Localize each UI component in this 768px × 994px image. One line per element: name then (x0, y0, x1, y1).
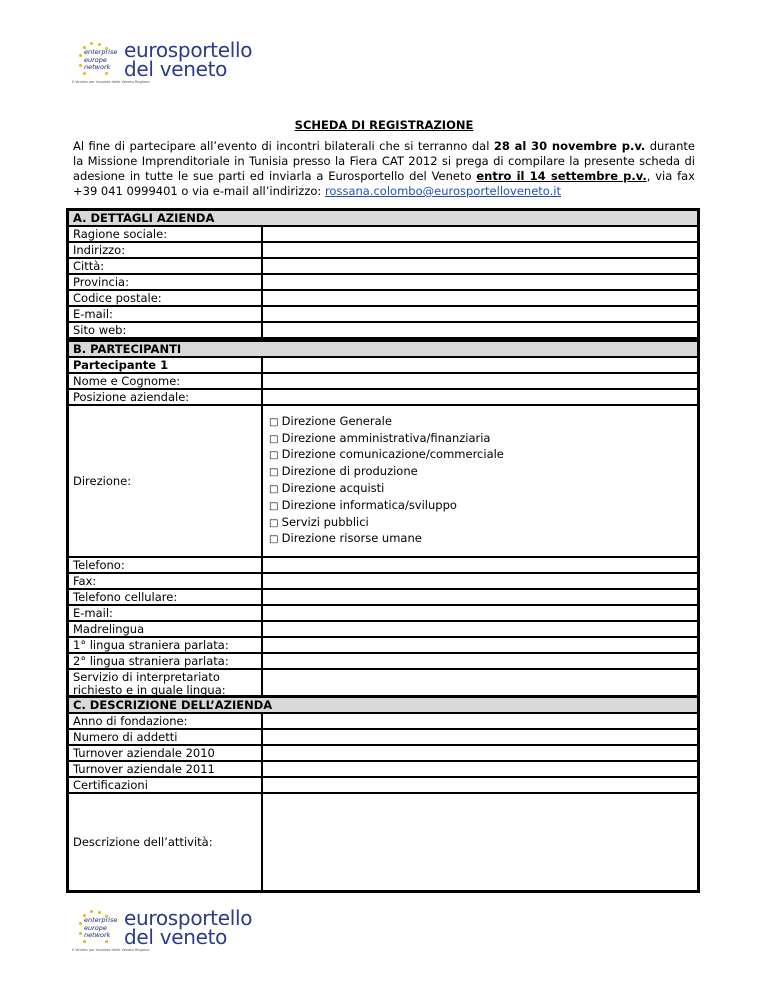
input-cell[interactable] (262, 373, 698, 389)
field-label: Numero di addetti (68, 729, 262, 745)
page-title: SCHEDA DI REGISTRAZIONE (294, 118, 474, 132)
input-cell[interactable] (262, 322, 698, 338)
input-cell[interactable] (262, 621, 698, 637)
brand-name: eurosportello (124, 906, 253, 930)
input-cell[interactable] (262, 637, 698, 653)
input-cell[interactable] (262, 729, 698, 745)
field-label: Posizione aziendale: (68, 389, 262, 405)
event-dates: 28 al 30 novembre p.v. (493, 139, 646, 153)
logo-tagline: Il Veneto per imprese delle Veneto Regione (72, 948, 150, 952)
input-cell[interactable] (262, 242, 698, 258)
field-label: Direzione: (68, 405, 262, 557)
logo-mark-line: network (84, 931, 111, 939)
field-label: Indirizzo: (68, 242, 262, 258)
field-label: Fax: (68, 573, 262, 589)
checkbox-option[interactable]: □ Servizi pubblici (269, 515, 693, 532)
participant-label: Partecipante 1 (68, 357, 262, 373)
input-cell[interactable] (262, 306, 698, 322)
field-label: Telefono cellulare: (68, 589, 262, 605)
input-cell[interactable] (262, 226, 698, 242)
input-cell[interactable] (262, 357, 698, 373)
brand-name: del veneto (124, 57, 228, 81)
input-cell[interactable] (262, 589, 698, 605)
field-label: Provincia: (68, 274, 262, 290)
input-cell[interactable] (262, 745, 698, 761)
checkbox-option[interactable]: □ Direzione acquisti (269, 481, 693, 498)
logo-tagline: Il Veneto per imprese delle Veneto Regione (72, 80, 150, 84)
input-cell[interactable] (262, 573, 698, 589)
field-label: Turnover aziendale 2010 (68, 745, 262, 761)
enterprise-europe-network-logo (70, 42, 122, 82)
intro-text: durante la Missione Imprenditoriale in Tunisia presso la Fiera CAT 2012 si prega di compilare la presente scheda di adesione in tutte le sue parti ed inviarla a Eurosportello del Veneto (73, 139, 695, 183)
field-label: Codice postale: (68, 290, 262, 306)
field-label: Turnover aziendale 2011 (68, 761, 262, 777)
field-label: Telefono: (68, 557, 262, 573)
field-label: Città: (68, 258, 262, 274)
brand-name: eurosportello (124, 38, 253, 62)
section-a-table (66, 208, 700, 340)
field-label: Servizio di interpretariato (73, 670, 220, 684)
field-label: Madrelingua (68, 621, 262, 637)
input-cell[interactable] (262, 274, 698, 290)
checkbox-option[interactable]: □ Direzione informatica/sviluppo (269, 498, 693, 515)
input-cell[interactable] (262, 761, 698, 777)
deadline: entro il 14 settembre p.v. (476, 169, 647, 183)
intro-paragraph (73, 139, 695, 199)
enterprise-europe-network-logo (70, 910, 122, 950)
input-cell[interactable] (262, 653, 698, 669)
field-label: 1° lingua straniera parlata: (68, 637, 262, 653)
input-cell[interactable] (262, 777, 698, 793)
input-cell[interactable] (262, 258, 698, 274)
field-label: Descrizione dell’attività: (68, 793, 262, 891)
section-c-heading: C. DESCRIZIONE DELL’AZIENDA (68, 697, 698, 713)
field-label: Anno di fondazione: (68, 713, 262, 729)
field-label: richiesto e in quale lingua: (73, 683, 226, 697)
direzione-options-cell (262, 405, 698, 557)
intro-text: Al fine di partecipare all’evento di incontri bilaterali che si terranno dal (73, 139, 494, 153)
logo-top (70, 40, 260, 92)
section-c-table (66, 695, 700, 893)
direzione-options (269, 414, 693, 548)
field-label: 2° lingua straniera parlata: (68, 653, 262, 669)
field-label: Certificazioni (68, 777, 262, 793)
logo-mark-line: network (84, 63, 111, 71)
logo-mark-line: europe (84, 55, 107, 64)
description-input-cell[interactable] (262, 793, 698, 891)
checkbox-option[interactable]: □ Direzione risorse umane (269, 531, 693, 548)
input-cell[interactable] (262, 713, 698, 729)
brand-name: del veneto (124, 925, 228, 949)
logo-bottom (70, 908, 260, 960)
section-b-table (66, 339, 700, 701)
field-label: Sito web: (68, 322, 262, 338)
input-cell[interactable] (262, 389, 698, 405)
field-label: E-mail: (68, 306, 262, 322)
logo-mark-line: europe (84, 923, 107, 932)
intro-text: , via fax +39 041 0999401 o via e-mail all’indirizzo: (73, 169, 695, 198)
logo-mark-line: enterprise (84, 48, 118, 56)
input-cell[interactable] (262, 605, 698, 621)
checkbox-option[interactable]: □ Direzione di produzione (269, 464, 693, 481)
input-cell[interactable] (262, 557, 698, 573)
checkbox-option[interactable]: □ Direzione amministrativa/finanziaria (269, 431, 693, 448)
checkbox-option[interactable]: □ Direzione comunicazione/commerciale (269, 447, 693, 464)
field-label: Ragione sociale: (68, 226, 262, 242)
input-cell[interactable] (262, 290, 698, 306)
section-a-heading: A. DETTAGLI AZIENDA (68, 210, 698, 226)
email-link[interactable]: rossana.colombo@eurosportelloveneto.it (324, 184, 562, 198)
logo-mark-line: enterprise (84, 916, 118, 924)
section-b-heading: B. PARTECIPANTI (68, 341, 698, 357)
field-label: Nome e Cognome: (68, 373, 262, 389)
checkbox-option[interactable]: □ Direzione Generale (269, 414, 693, 431)
field-label: E-mail: (68, 605, 262, 621)
